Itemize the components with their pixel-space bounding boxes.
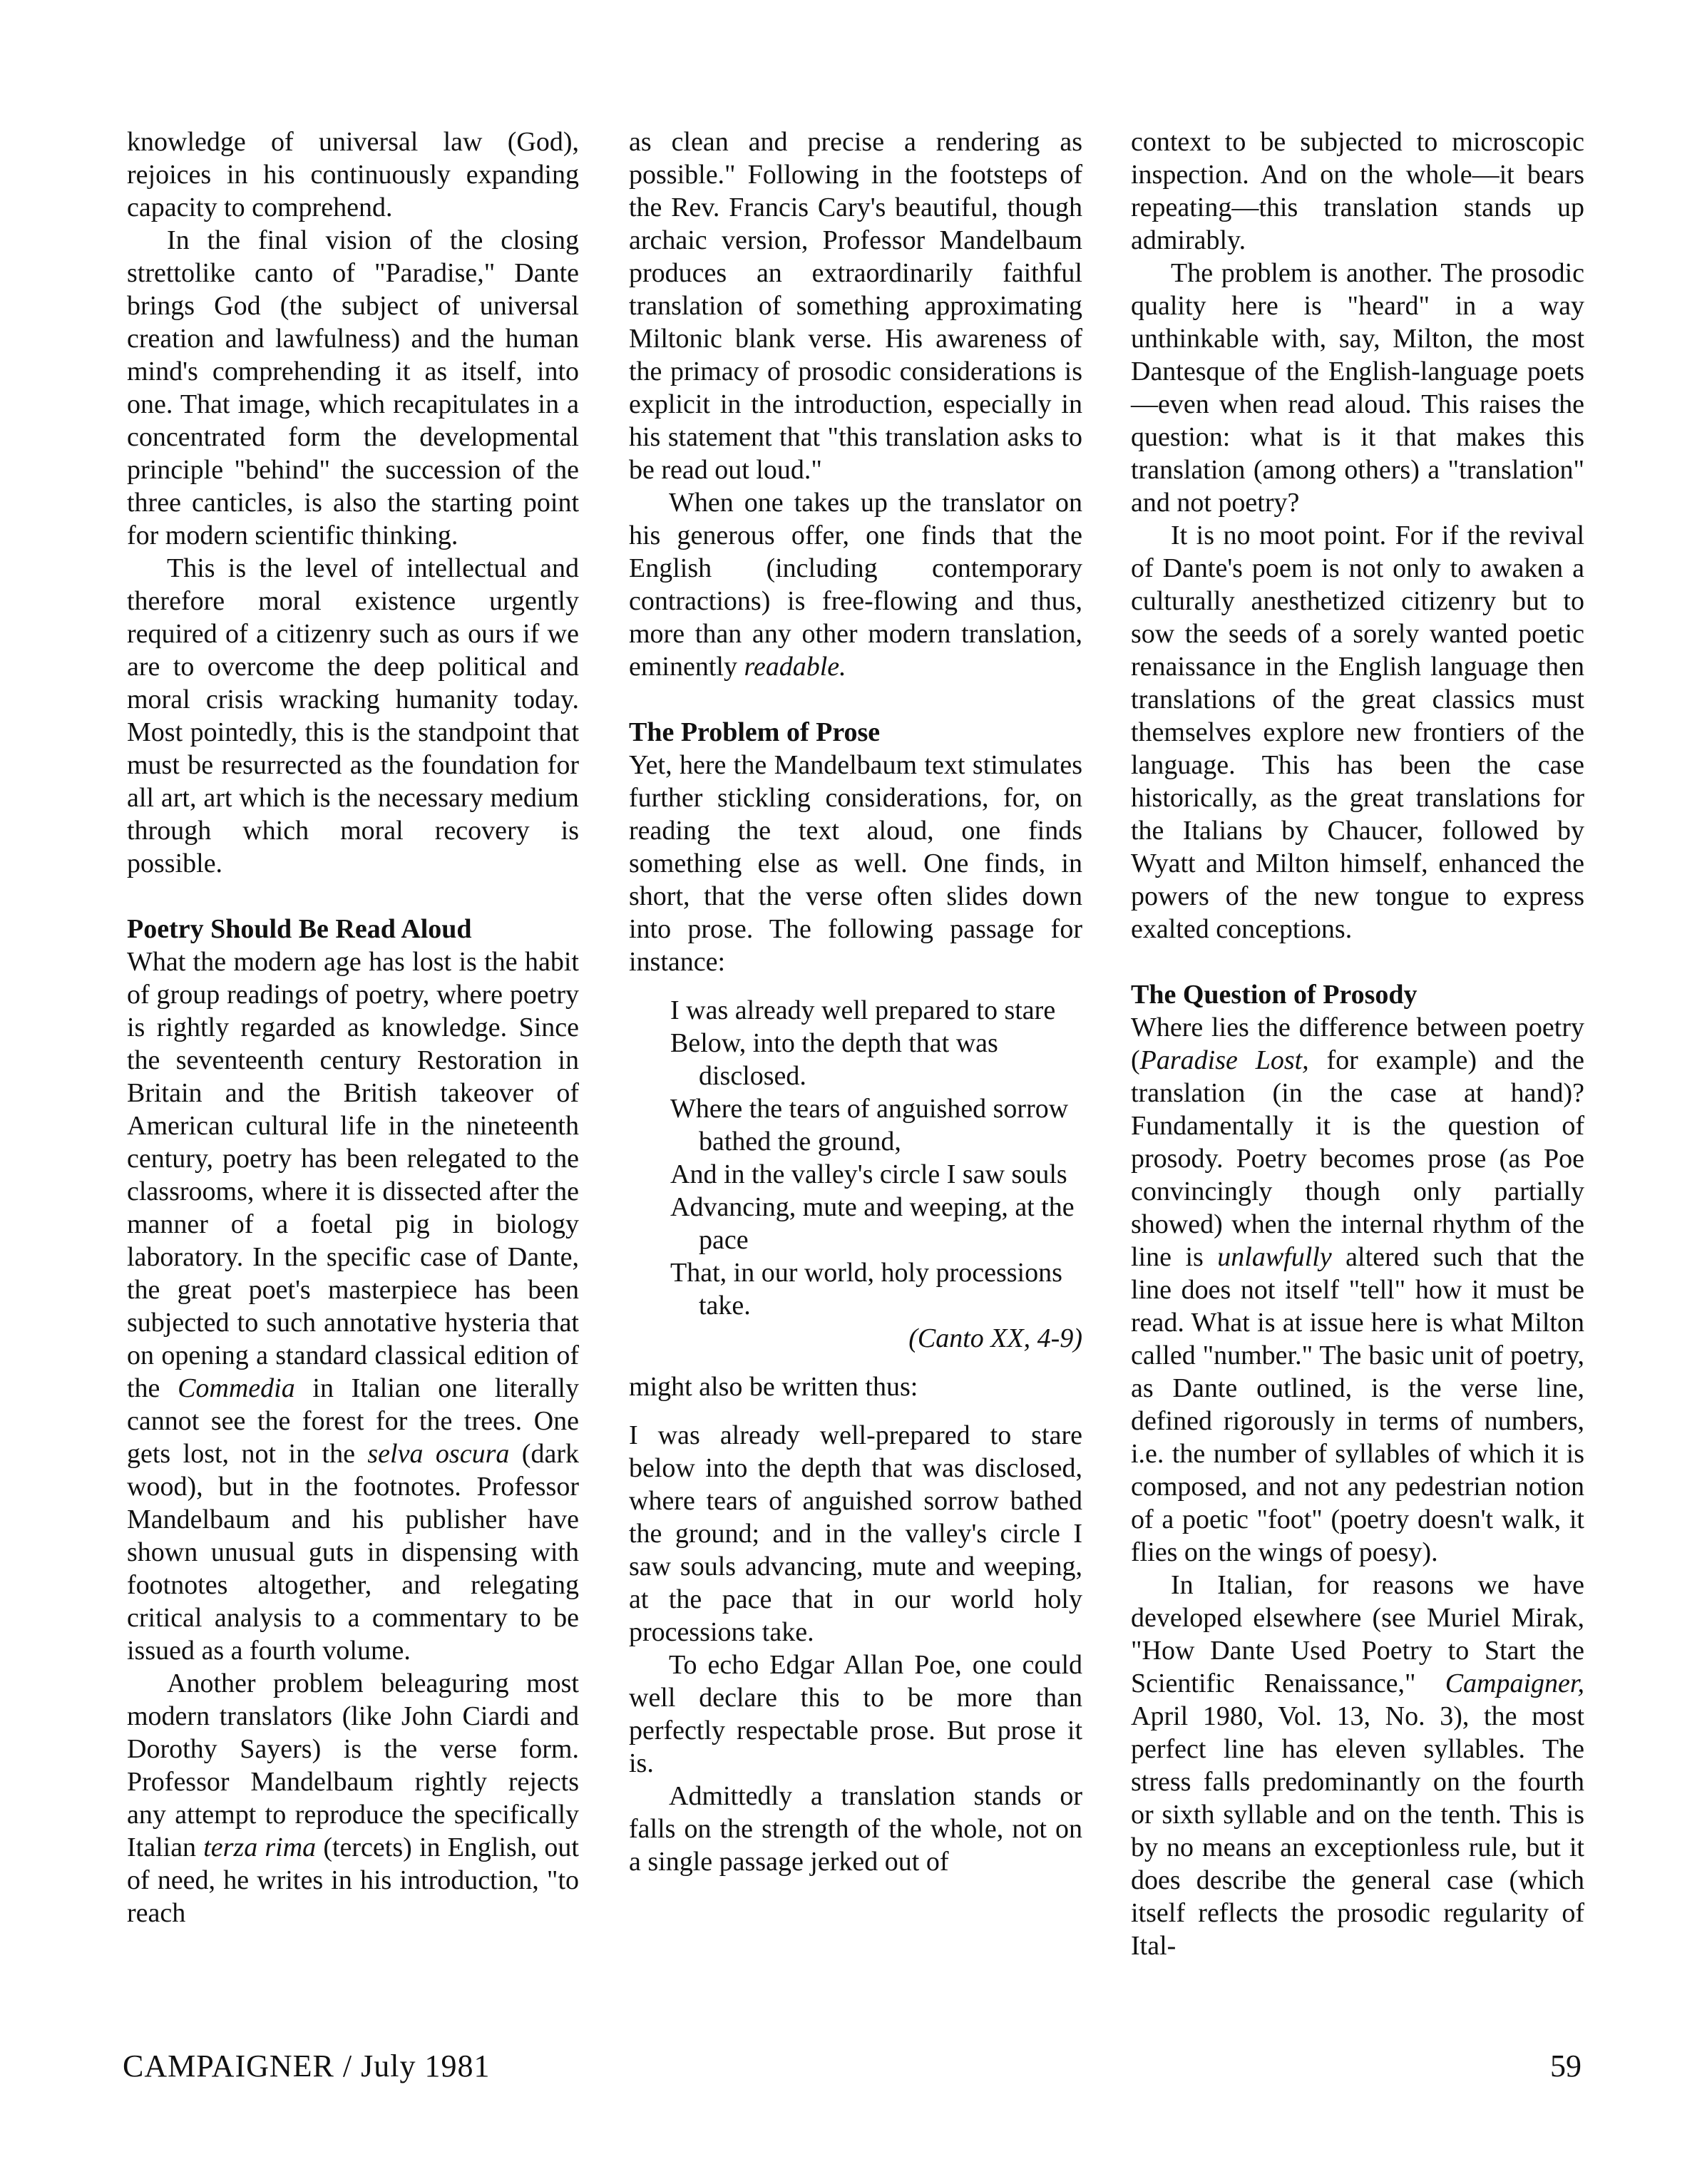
paragraph: In Italian, for reasons we have developed elsewhere (see Muriel Mirak, "How Dante Used Poetry to Start the Scientific Renaissance," Campaigner, April 1980, Vol. 13, No. 3), the most perfect line has eleven syllables. The stress falls predominantly on the fourth or sixth syllable and on the tenth. This is by no means an exceptionless rule, but it does describe the general case (which itself reflects the prosodic regularity of Ital- xyxy=(1131,1570,1584,1961)
paragraph: knowledge of universal law (God), rejoices in his continuously expanding capacity to comprehend. xyxy=(127,127,579,222)
verse-line: That, in our world, holy processions take. xyxy=(670,1258,1062,1321)
verse-line: I was already well prepared to stare xyxy=(670,995,1056,1025)
section-heading: The Problem of Prose xyxy=(629,717,881,747)
column-3 xyxy=(1131,125,1584,1962)
footer-publication: CAMPAIGNER / July 1981 xyxy=(123,2049,491,2083)
paragraph: What the modern age has lost is the habit of group readings of poetry, where poetry is rightly regarded as knowledge. Since the seventeenth century Restoration in Britain and the British takeover of American cultural life in the nineteenth century, poetry has been relegated to the classrooms, where it is dissected after the manner of a foetal pig in biology laboratory. In the specific case of Dante, the great poet's masterpiece has been subjected to such annotative hysteria that on opening a standard classical edition of the Commedia in Italian one literally cannot see the forest for the trees. One gets lost, not in the selva oscura (dark wood), but in the footnotes. Professor Mandelbaum and his publisher have shown unusual guts in dispensing with footnotes altogether, and relegating critical analysis to a commentary to be issued as a fourth volume. xyxy=(127,947,579,1666)
paragraph: Admittedly a translation stands or falls on the strength of the whole, not on a single passage jerked out of xyxy=(629,1781,1082,1877)
paragraph: Where lies the difference between poetry (Paradise Lost, for example) and the translation (in the case at hand)? Fundamentally it is the question of prosody. Poetry becomes prose (as Poe convincingly though only partially showed) when the internal rhythm of the line is unlawfully altered such that the line does not itself "tell" how it must be read. What is at issue here is what Milton called "number." The basic unit of poetry, as Dante outlined, is the verse line, defined rigorously in terms of numbers, i.e. the number of syllables of which it is composed, and not any pedestrian notion of a poetic "foot" (poetry doesn't walk, it flies on the wings of poesy). xyxy=(1131,1012,1585,1567)
page-number: 59 xyxy=(1550,2049,1582,2083)
italic-phrase: terza rima xyxy=(203,1832,317,1862)
paragraph: It is no moot point. For if the revival of Dante's poem is not only to awaken a culturally anesthetized citizenry but to sow the seeds of a sorely wanted poetic renaissance in the English language then translations of the great classics must themselves explore new frontiers of the language. This has been the case historically, as the great translations for the Italians by Chaucer, followed by Wyatt and Milton himself, enhanced the powers of the new tongue to express exalted conceptions. xyxy=(1131,521,1584,944)
italic-word: readable. xyxy=(744,652,846,682)
paragraph: To echo Edgar Allan Poe, one could well declare this to be more than perfectly respectable prose. But prose it is. xyxy=(629,1650,1082,1778)
paragraph: Another problem beleaguring most modern translators (like John Ciardi and Dorothy Sayers) is the verse form. Professor Mandelbaum rightly rejects any attempt to reproduce the specifically Italian terza rima (tercets) in English, out of need, he writes in his introduction, "to reach xyxy=(127,1668,579,1928)
verse-quotation xyxy=(670,994,1082,1355)
column-1 xyxy=(127,125,579,1929)
paragraph: might also be written thus: xyxy=(629,1372,918,1402)
section-heading: The Question of Prosody xyxy=(1131,980,1418,1010)
italic-word: unlawfully xyxy=(1217,1242,1332,1272)
paragraph: Yet, here the Mandelbaum text stimulates further stickling considerations, for, on reading the text aloud, one finds something else as well. One finds, in short, that the verse often slides down into prose. The following passage for instance: xyxy=(629,750,1082,977)
verse-line: And in the valley's circle I saw souls xyxy=(670,1159,1067,1189)
verse-line: Below, into the depth that was disclosed. xyxy=(670,1028,998,1091)
paragraph: as clean and precise a rendering as possible." Following in the footsteps of the Rev. Francis Cary's beautiful, though archaic version, Professor Mandelbaum produces an extraordinarily faithful translation of something approximating Miltonic blank verse. His awareness of the primacy of prosodic considerations is explicit in the introduction, especially in his statement that "this translation asks to be read out loud." xyxy=(629,127,1082,485)
prose-quotation: I was already well-prepared to stare below into the depth that was disclosed, where tears of anguished sorrow bathed the ground; and in the valley's circle I saw souls advancing, mute and weeping, at the pace that in our world holy processions take. xyxy=(629,1420,1082,1647)
verse-line: Advancing, mute and weeping, at the pace xyxy=(670,1192,1075,1255)
italic-phrase: selva oscura xyxy=(367,1439,510,1469)
italic-title: Paradise Lost, xyxy=(1139,1045,1309,1075)
paragraph: When one takes up the translator on his generous offer, one finds that the English (including contemporary contractions) is free-flowing and thus, more than any other modern translation, eminently readable. xyxy=(629,488,1082,682)
paragraph: context to be subjected to microscopic inspection. And on the whole—it bears repeating—this translation stands up admirably. xyxy=(1131,127,1584,255)
paragraph: In the final vision of the closing strettolike canto of "Paradise," Dante brings God (the subject of universal creation and lawfulness) and the human mind's comprehending it as itself, into one. That image, which recapitulates in a concentrated form the developmental principle "behind" the succession of the three canticles, is also the starting point for modern scientific thinking. xyxy=(127,225,579,550)
section-heading: Poetry Should Be Read Aloud xyxy=(127,914,472,944)
italic-title: Campaigner, xyxy=(1445,1668,1584,1698)
citation: (Canto XX, 4-9) xyxy=(908,1323,1082,1353)
verse-line: Where the tears of anguished sorrow bathed the ground, xyxy=(670,1094,1069,1157)
italic-title: Commedia xyxy=(178,1373,295,1403)
paragraph: The problem is another. The prosodic quality here is "heard" in a way unthinkable with, say, Milton, the most Dantesque of the English-language poets—even when read aloud. This raises the question: what is it that makes this translation (among others) a "translation" and not poetry? xyxy=(1131,258,1584,518)
column-2 xyxy=(629,125,1082,1878)
paragraph: This is the level of intellectual and therefore moral existence urgently required of a citizenry such as ours if we are to overcome the deep political and moral crisis wracking humanity today. Most pointedly, this is the standpoint that must be resurrected as the foundation for all art, art which is the necessary medium through which moral recovery is possible. xyxy=(127,553,579,878)
